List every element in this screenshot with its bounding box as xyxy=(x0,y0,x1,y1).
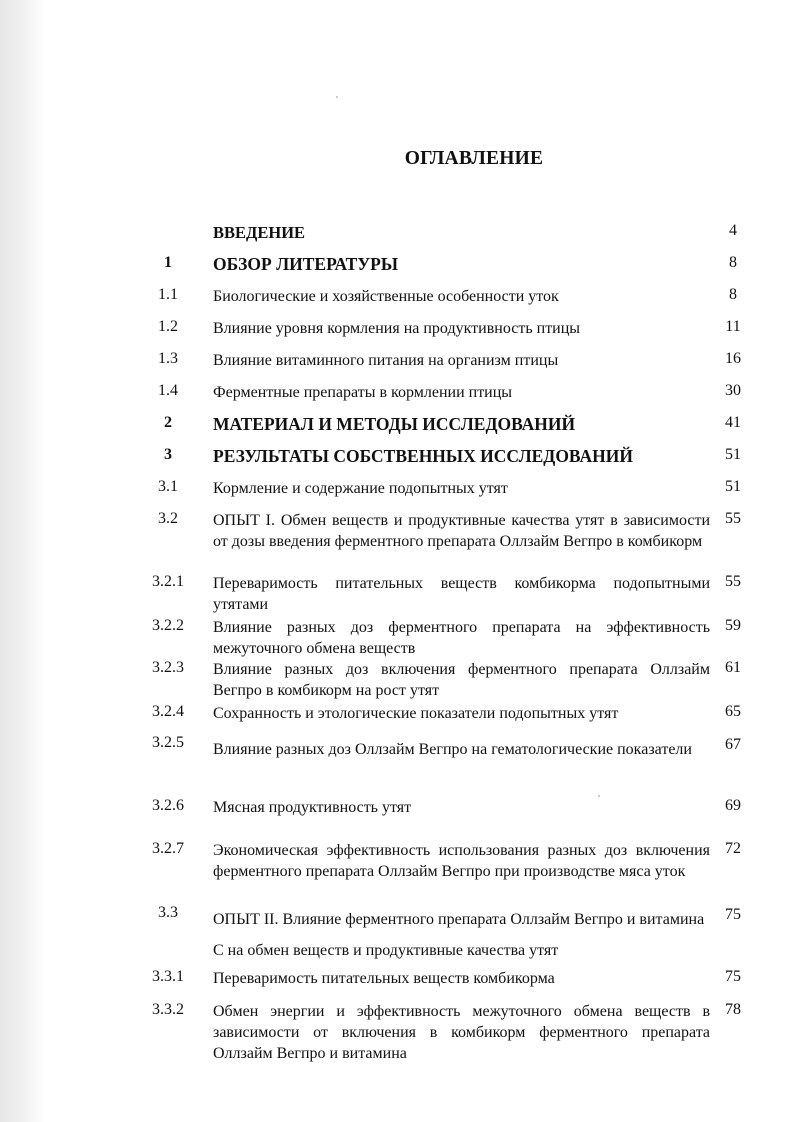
toc-title: Мясная продуктивность утят xyxy=(213,799,412,816)
toc-page-number: 67 xyxy=(725,736,741,753)
toc-title: ОПЫТ II. Влияние ферментного препарата Оллзайм Вегпро и витамина С на обмен веществ и продуктивные качества утят xyxy=(213,911,705,959)
toc-page-number: 30 xyxy=(725,382,741,399)
toc-number: 3.2.3 xyxy=(152,659,184,676)
toc-number: 3.2.1 xyxy=(152,573,184,590)
toc-title: Влияние витаминного питания на организм птицы xyxy=(213,352,559,369)
toc-number: 3.2.7 xyxy=(152,840,184,857)
toc-number: 3.2.5 xyxy=(152,734,184,751)
toc-page-number: 75 xyxy=(725,968,741,985)
toc-title: Экономическая эффективность использования разных доз включения ферментного препарата Оллзайм Вегпро при производстве мяса уток xyxy=(213,842,710,880)
toc-page-number: 51 xyxy=(725,478,741,495)
toc-title: РЕЗУЛЬТАТЫ СОБСТВЕННЫХ ИССЛЕДОВАНИЙ xyxy=(213,446,633,466)
toc-page-number: 59 xyxy=(725,617,741,634)
toc-page-number: 16 xyxy=(725,350,741,367)
toc-number: 3.2.2 xyxy=(152,617,184,634)
toc-title: Переваримость питательных веществ комбикорма xyxy=(213,970,555,987)
toc-page-number: 8 xyxy=(729,286,737,303)
toc-page-number: 8 xyxy=(729,254,737,271)
toc-number: 3.2.6 xyxy=(152,797,184,814)
toc-title: ОБЗОР ЛИТЕРАТУРЫ xyxy=(213,254,399,274)
toc-title: Влияние разных доз ферментного препарата на эффективность межуточного обмена веществ xyxy=(213,619,710,657)
toc-title: Ферментные препараты в кормлении птицы xyxy=(213,384,513,401)
toc-title: Влияние уровня кормления на продуктивность птицы xyxy=(213,320,581,337)
toc-number: 1.4 xyxy=(158,382,178,399)
toc-title: Влияние разных доз Оллзайм Вегпро на гематологические показатели xyxy=(213,741,692,758)
toc-page-number: 55 xyxy=(725,573,741,590)
toc-title: ОПЫТ I. Обмен веществ и продуктивные качества утят в зависимости от дозы введения ферментного препарата Оллзайм Вегпро в комбикорм xyxy=(213,512,710,550)
toc-number: 3.2.4 xyxy=(152,703,184,720)
toc-page-number: 4 xyxy=(729,222,737,239)
toc-page-number: 61 xyxy=(725,659,741,676)
toc-title: Влияние разных доз включения ферментного препарата Оллзайм Вегпро в комбикорм на рост утят xyxy=(213,661,710,699)
toc-number: 3.3.1 xyxy=(152,968,184,985)
page-title: ОГЛАВЛЕНИЕ xyxy=(404,148,544,169)
toc-page-number: 65 xyxy=(725,703,741,720)
toc-number: 3 xyxy=(164,446,172,463)
toc-number: 1 xyxy=(164,254,172,271)
toc-page-number: 72 xyxy=(725,840,741,857)
toc-title: ВВЕДЕНИЕ xyxy=(213,223,306,242)
toc-page-number: 51 xyxy=(725,446,741,463)
toc-number: 1.3 xyxy=(158,350,178,367)
scan-speck xyxy=(598,795,600,797)
toc-page-number: 11 xyxy=(725,318,741,335)
toc-number: 3.1 xyxy=(158,478,178,495)
toc-title: Переваримость питательных веществ комбикорма подопытными утятами xyxy=(213,575,710,613)
toc-page-number: 41 xyxy=(725,414,741,431)
toc-title: Сохранность и этологические показатели подопытных утят xyxy=(213,705,619,722)
toc-title: Обмен энергии и эффективность межуточного обмена веществ в зависимости от включения в комбикорм ферментного препарата Оллзайм Вегпро и витамина xyxy=(213,1003,710,1062)
toc-page-number: 78 xyxy=(725,1001,741,1018)
toc-number: 2 xyxy=(164,414,172,431)
toc-number: 1.1 xyxy=(158,286,178,303)
toc-number: 1.2 xyxy=(158,318,178,335)
toc-number: 3.3 xyxy=(158,904,178,921)
toc-number: 3.2 xyxy=(158,510,178,527)
toc-title: МАТЕРИАЛ И МЕТОДЫ ИССЛЕДОВАНИЙ xyxy=(213,414,576,434)
scan-speck xyxy=(336,96,338,98)
toc-number: 3.3.2 xyxy=(152,1001,184,1018)
toc-page-number: 75 xyxy=(725,906,741,923)
toc-title: Кормление и содержание подопытных утят xyxy=(213,480,508,497)
toc-title: Биологические и хозяйственные особенности уток xyxy=(213,288,559,305)
toc-page-number: 69 xyxy=(725,797,741,814)
toc-page-number: 55 xyxy=(725,510,741,527)
